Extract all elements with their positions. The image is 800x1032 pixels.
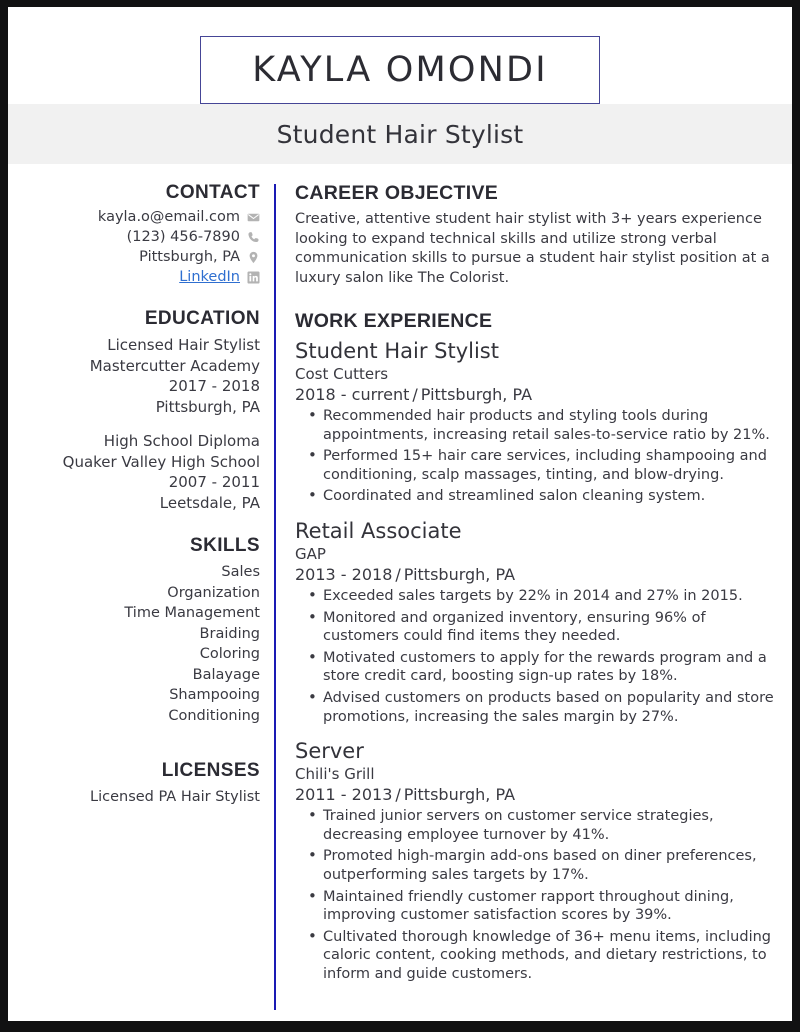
work-experience-entry (295, 738, 782, 983)
job-location: Pittsburgh, PA (420, 385, 533, 404)
section-work-experience (295, 310, 782, 983)
skill-item: Coloring (199, 646, 260, 662)
contact-phone-text: (123) 456-7890 (126, 229, 240, 245)
job-bullet: • Cultivated thorough knowledge of 36+ menu items, including caloric content, cooking methods, and dietary restrictions, to inform and guide customers. (323, 928, 782, 984)
education-dates: 2007 - 2011 (168, 473, 260, 491)
job-bullet: • Promoted high-margin add-ons based on diner preferences, outperforming sales targets by 17%. (323, 847, 782, 884)
sidebar-section-skills (8, 535, 260, 726)
contact-item-linkedin[interactable] (8, 269, 260, 286)
resume-header (8, 7, 792, 163)
job-location: Pittsburgh, PA (403, 564, 516, 584)
job-meta-separator: / (395, 785, 401, 805)
education-location: Leetsdale, PA (159, 493, 260, 512)
contact-item-location (8, 249, 260, 266)
skill-item: Shampooing (169, 687, 260, 703)
section-career-objective (295, 182, 782, 288)
linkedin-link[interactable]: LinkedIn (179, 269, 240, 285)
job-meta (295, 784, 782, 806)
skill-item: Braiding (199, 625, 260, 642)
resume-body (8, 163, 792, 1010)
map-pin-icon (247, 251, 260, 264)
job-bullet: • Coordinated and streamlined salon cleaning system. (323, 487, 782, 506)
career-objective-text: Creative, attentive student hair stylist with 3+ years experience looking to expand technical skills and utilize strong verbal communication skills to pursue a student hair stylist position at a luxury salon like The Colorist. (295, 211, 770, 286)
education-degree: High School Diploma (103, 432, 260, 450)
education-school: Quaker Valley High School (62, 452, 260, 471)
job-company: Cost Cutters (295, 365, 389, 383)
education-dates: 2017 - 2018 (168, 377, 260, 395)
job-dates: 2018 - current (295, 385, 410, 404)
skill-item: Sales (221, 564, 260, 580)
education-heading: EDUCATION (144, 308, 260, 329)
linkedin-icon[interactable] (247, 271, 260, 284)
job-dates: 2013 - 2018 (295, 564, 393, 584)
name-box (200, 36, 600, 104)
work-experience-entry (295, 338, 782, 506)
skill-item: Organization (167, 584, 260, 601)
skills-heading: SKILLS (190, 535, 260, 556)
job-bullet-list (295, 587, 782, 726)
licenses-heading: LICENSES (161, 760, 260, 781)
contact-item-email[interactable] (8, 209, 260, 226)
job-location: Pittsburgh, PA (403, 785, 516, 805)
job-meta (295, 564, 782, 586)
job-meta-separator: / (395, 564, 401, 584)
subtitle-wrapper (8, 111, 792, 157)
job-meta-separator: / (412, 385, 418, 404)
work-experience-entry (295, 518, 782, 726)
sidebar-section-education (8, 308, 260, 513)
job-company: GAP (295, 544, 326, 563)
job-bullet: • Maintained friendly customer rapport throughout dining, improving customer satisfaction scores by 39%. (323, 888, 782, 925)
job-bullet: • Motivated customers to apply for the rewards program and a store credit card, boosting sign-up rates by 18%. (323, 649, 782, 686)
envelope-icon (247, 211, 260, 224)
sidebar-section-licenses (8, 760, 260, 807)
main-content (276, 182, 792, 1010)
job-bullet-list (295, 407, 782, 506)
career-objective-heading: CAREER OBJECTIVE (295, 182, 499, 204)
job-title: Retail Associate (295, 518, 462, 543)
skill-item: Conditioning (168, 707, 260, 724)
sidebar-section-contact (8, 182, 260, 286)
job-bullet: • Recommended hair products and styling tools during appointments, increasing retail sales-to-service ratio by 21%. (323, 407, 782, 444)
education-location: Pittsburgh, PA (155, 397, 260, 416)
job-bullet: • Monitored and organized inventory, ensuring 96% of customers could find items they needed. (323, 609, 782, 646)
job-bullet: • Advised customers on products based on popularity and store promotions, increasing the sales margin by 27%. (323, 689, 782, 726)
candidate-job-title: Student Hair Stylist (276, 119, 524, 149)
contact-location-text: Pittsburgh, PA (139, 249, 240, 265)
job-meta (295, 384, 782, 406)
job-title: Student Hair Stylist (295, 339, 499, 363)
education-school: Mastercutter Academy (89, 356, 260, 375)
education-entry (8, 335, 260, 417)
job-bullet-list (295, 807, 782, 983)
skill-item: Time Management (124, 605, 260, 621)
job-bullet: • Exceeded sales targets by 22% in 2014 and 27% in 2015. (323, 587, 782, 606)
work-experience-heading: WORK EXPERIENCE (295, 310, 493, 332)
contact-email-text: kayla.o@email.com (97, 209, 240, 225)
skill-item: Balayage (192, 666, 260, 683)
job-bullet: • Trained junior servers on customer service strategies, decreasing employee turnover by 41%. (323, 807, 782, 844)
job-bullet: • Performed 15+ hair care services, including shampooing and conditioning, scalp massages, tinting, and blow-drying. (323, 447, 782, 484)
job-dates: 2011 - 2013 (295, 785, 393, 805)
education-degree: Licensed Hair Stylist (107, 336, 260, 354)
job-company: Chili's Grill (295, 765, 375, 784)
sidebar (8, 182, 274, 1010)
contact-item-phone[interactable] (8, 229, 260, 246)
license-item: Licensed PA Hair Stylist (90, 789, 260, 805)
contact-heading: CONTACT (165, 182, 260, 203)
phone-icon (247, 231, 260, 244)
candidate-name: KAYLA OMONDI (252, 50, 548, 90)
job-title: Server (295, 739, 364, 764)
education-entry (8, 431, 260, 513)
